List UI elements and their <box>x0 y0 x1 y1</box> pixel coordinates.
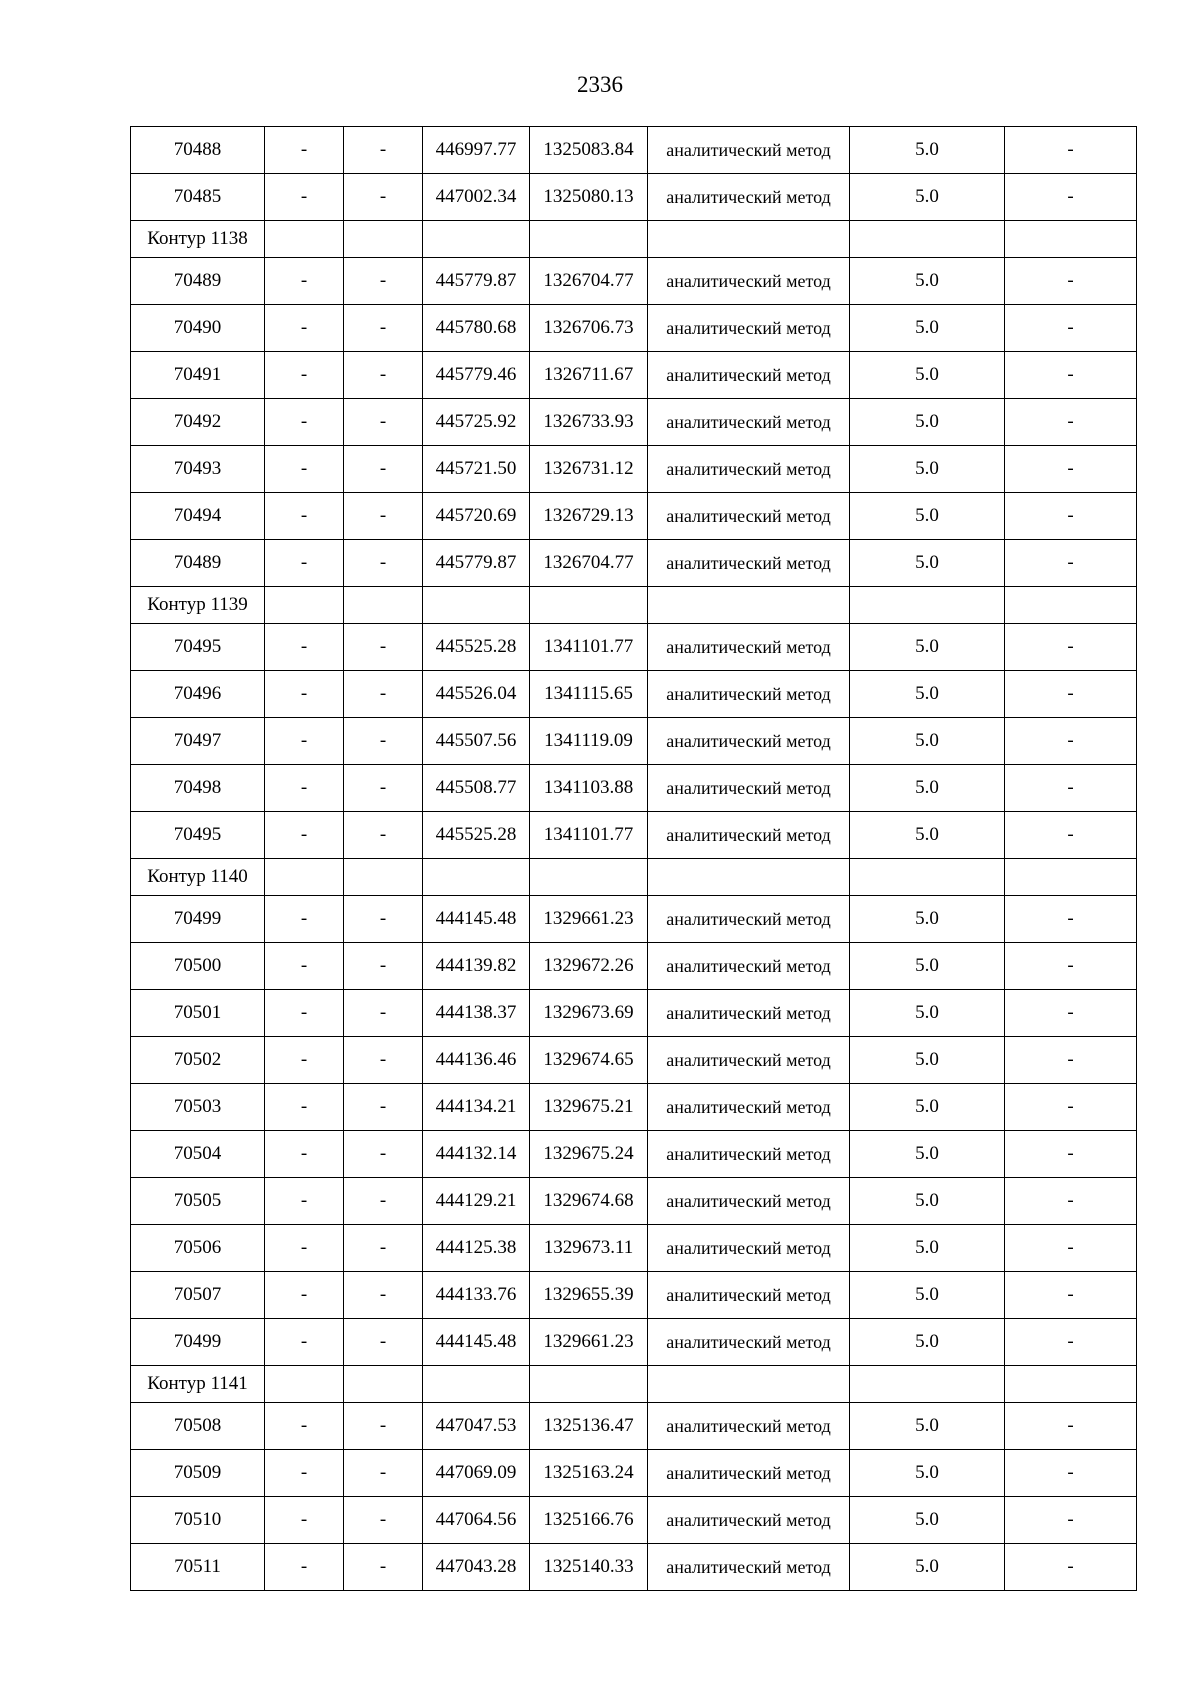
note-cell: - <box>1005 540 1137 587</box>
point-id-cell: 70493 <box>131 446 265 493</box>
point-id-cell: 70490 <box>131 305 265 352</box>
note-cell: - <box>1005 305 1137 352</box>
y-coordinate-cell: 1325080.13 <box>530 174 648 221</box>
table-row <box>131 1272 1137 1319</box>
accuracy-cell: 5.0 <box>850 493 1005 540</box>
dash-cell: - <box>265 671 344 718</box>
y-coordinate-cell: 1341103.88 <box>530 765 648 812</box>
accuracy-cell: 5.0 <box>850 671 1005 718</box>
empty-cell <box>423 587 530 624</box>
dash-cell: - <box>344 174 423 221</box>
y-coordinate-cell: 1326704.77 <box>530 258 648 305</box>
point-id-cell: 70485 <box>131 174 265 221</box>
dash-cell: - <box>344 258 423 305</box>
point-id-cell: 70497 <box>131 718 265 765</box>
accuracy-cell: 5.0 <box>850 1319 1005 1366</box>
accuracy-cell: 5.0 <box>850 896 1005 943</box>
table-row <box>131 1225 1137 1272</box>
dash-cell: - <box>344 1178 423 1225</box>
x-coordinate-cell: 444145.48 <box>423 896 530 943</box>
method-cell: аналитический метод <box>648 1131 850 1178</box>
dash-cell: - <box>265 765 344 812</box>
note-cell: - <box>1005 174 1137 221</box>
table-row <box>131 765 1137 812</box>
accuracy-cell: 5.0 <box>850 174 1005 221</box>
dash-cell: - <box>344 718 423 765</box>
note-cell: - <box>1005 446 1137 493</box>
table-row <box>131 1403 1137 1450</box>
empty-cell <box>530 221 648 258</box>
method-cell: аналитический метод <box>648 1178 850 1225</box>
table-row <box>131 1037 1137 1084</box>
method-cell: аналитический метод <box>648 765 850 812</box>
x-coordinate-cell: 444134.21 <box>423 1084 530 1131</box>
point-id-cell: 70496 <box>131 671 265 718</box>
x-coordinate-cell: 445779.87 <box>423 540 530 587</box>
accuracy-cell: 5.0 <box>850 765 1005 812</box>
method-cell: аналитический метод <box>648 896 850 943</box>
empty-cell <box>265 587 344 624</box>
method-cell: аналитический метод <box>648 1037 850 1084</box>
table-row <box>131 305 1137 352</box>
method-cell: аналитический метод <box>648 352 850 399</box>
x-coordinate-cell: 445725.92 <box>423 399 530 446</box>
y-coordinate-cell: 1326729.13 <box>530 493 648 540</box>
empty-cell <box>423 1366 530 1403</box>
accuracy-cell: 5.0 <box>850 446 1005 493</box>
accuracy-cell: 5.0 <box>850 943 1005 990</box>
point-id-cell: 70489 <box>131 540 265 587</box>
accuracy-cell: 5.0 <box>850 1403 1005 1450</box>
y-coordinate-cell: 1329675.21 <box>530 1084 648 1131</box>
point-id-cell: 70508 <box>131 1403 265 1450</box>
dash-cell: - <box>265 540 344 587</box>
note-cell: - <box>1005 1225 1137 1272</box>
point-id-cell: 70507 <box>131 1272 265 1319</box>
note-cell: - <box>1005 671 1137 718</box>
dash-cell: - <box>344 1225 423 1272</box>
y-coordinate-cell: 1326731.12 <box>530 446 648 493</box>
accuracy-cell: 5.0 <box>850 1272 1005 1319</box>
empty-cell <box>344 1366 423 1403</box>
dash-cell: - <box>265 624 344 671</box>
empty-cell <box>344 587 423 624</box>
method-cell: аналитический метод <box>648 493 850 540</box>
note-cell: - <box>1005 258 1137 305</box>
empty-cell <box>648 221 850 258</box>
dash-cell: - <box>344 352 423 399</box>
dash-cell: - <box>265 1272 344 1319</box>
y-coordinate-cell: 1325163.24 <box>530 1450 648 1497</box>
x-coordinate-cell: 445779.46 <box>423 352 530 399</box>
note-cell: - <box>1005 765 1137 812</box>
note-cell: - <box>1005 943 1137 990</box>
dash-cell: - <box>344 943 423 990</box>
point-id-cell: 70502 <box>131 1037 265 1084</box>
empty-cell <box>850 1366 1005 1403</box>
table-row <box>131 1131 1137 1178</box>
x-coordinate-cell: 445779.87 <box>423 258 530 305</box>
dash-cell: - <box>344 1037 423 1084</box>
x-coordinate-cell: 447064.56 <box>423 1497 530 1544</box>
method-cell: аналитический метод <box>648 540 850 587</box>
x-coordinate-cell: 447043.28 <box>423 1544 530 1591</box>
empty-cell <box>344 859 423 896</box>
y-coordinate-cell: 1341101.77 <box>530 812 648 859</box>
accuracy-cell: 5.0 <box>850 718 1005 765</box>
accuracy-cell: 5.0 <box>850 812 1005 859</box>
dash-cell: - <box>265 174 344 221</box>
x-coordinate-cell: 445526.04 <box>423 671 530 718</box>
dash-cell: - <box>344 624 423 671</box>
empty-cell <box>344 221 423 258</box>
x-coordinate-cell: 444145.48 <box>423 1319 530 1366</box>
table-row <box>131 174 1137 221</box>
accuracy-cell: 5.0 <box>850 1178 1005 1225</box>
dash-cell: - <box>265 896 344 943</box>
y-coordinate-cell: 1326706.73 <box>530 305 648 352</box>
method-cell: аналитический метод <box>648 1450 850 1497</box>
table-row <box>131 399 1137 446</box>
method-cell: аналитический метод <box>648 990 850 1037</box>
dash-cell: - <box>344 493 423 540</box>
dash-cell: - <box>265 305 344 352</box>
method-cell: аналитический метод <box>648 399 850 446</box>
table-row <box>131 1497 1137 1544</box>
contour-label: Контур 1141 <box>131 1366 265 1403</box>
empty-cell <box>423 859 530 896</box>
empty-cell <box>1005 587 1137 624</box>
y-coordinate-cell: 1329655.39 <box>530 1272 648 1319</box>
dash-cell: - <box>265 1403 344 1450</box>
y-coordinate-cell: 1326704.77 <box>530 540 648 587</box>
point-id-cell: 70500 <box>131 943 265 990</box>
dash-cell: - <box>265 718 344 765</box>
contour-row <box>131 221 1137 258</box>
accuracy-cell: 5.0 <box>850 1544 1005 1591</box>
dash-cell: - <box>265 493 344 540</box>
y-coordinate-cell: 1326711.67 <box>530 352 648 399</box>
empty-cell <box>265 221 344 258</box>
point-id-cell: 70499 <box>131 1319 265 1366</box>
dash-cell: - <box>265 1037 344 1084</box>
dash-cell: - <box>344 990 423 1037</box>
dash-cell: - <box>265 399 344 446</box>
table-row <box>131 540 1137 587</box>
point-id-cell: 70499 <box>131 896 265 943</box>
method-cell: аналитический метод <box>648 1497 850 1544</box>
y-coordinate-cell: 1341115.65 <box>530 671 648 718</box>
empty-cell <box>530 1366 648 1403</box>
x-coordinate-cell: 445508.77 <box>423 765 530 812</box>
point-id-cell: 70510 <box>131 1497 265 1544</box>
method-cell: аналитический метод <box>648 1272 850 1319</box>
contour-label: Контур 1138 <box>131 221 265 258</box>
contour-label: Контур 1140 <box>131 859 265 896</box>
empty-cell <box>850 859 1005 896</box>
point-id-cell: 70495 <box>131 812 265 859</box>
point-id-cell: 70498 <box>131 765 265 812</box>
y-coordinate-cell: 1329674.68 <box>530 1178 648 1225</box>
method-cell: аналитический метод <box>648 1544 850 1591</box>
empty-cell <box>265 859 344 896</box>
empty-cell <box>648 587 850 624</box>
point-id-cell: 70492 <box>131 399 265 446</box>
table-row <box>131 446 1137 493</box>
coordinates-table-body <box>131 127 1137 1591</box>
accuracy-cell: 5.0 <box>850 1450 1005 1497</box>
dash-cell: - <box>344 1084 423 1131</box>
dash-cell: - <box>344 1403 423 1450</box>
point-id-cell: 70504 <box>131 1131 265 1178</box>
note-cell: - <box>1005 718 1137 765</box>
note-cell: - <box>1005 1178 1137 1225</box>
y-coordinate-cell: 1329672.26 <box>530 943 648 990</box>
y-coordinate-cell: 1329661.23 <box>530 896 648 943</box>
dash-cell: - <box>265 1178 344 1225</box>
x-coordinate-cell: 444138.37 <box>423 990 530 1037</box>
table-row <box>131 1544 1137 1591</box>
dash-cell: - <box>344 446 423 493</box>
accuracy-cell: 5.0 <box>850 399 1005 446</box>
accuracy-cell: 5.0 <box>850 1225 1005 1272</box>
method-cell: аналитический метод <box>648 1403 850 1450</box>
empty-cell <box>1005 1366 1137 1403</box>
dash-cell: - <box>344 671 423 718</box>
x-coordinate-cell: 445720.69 <box>423 493 530 540</box>
dash-cell: - <box>344 1450 423 1497</box>
x-coordinate-cell: 445525.28 <box>423 812 530 859</box>
note-cell: - <box>1005 1084 1137 1131</box>
accuracy-cell: 5.0 <box>850 127 1005 174</box>
dash-cell: - <box>344 812 423 859</box>
note-cell: - <box>1005 1450 1137 1497</box>
x-coordinate-cell: 444136.46 <box>423 1037 530 1084</box>
dash-cell: - <box>265 990 344 1037</box>
point-id-cell: 70511 <box>131 1544 265 1591</box>
point-id-cell: 70495 <box>131 624 265 671</box>
method-cell: аналитический метод <box>648 174 850 221</box>
y-coordinate-cell: 1329673.69 <box>530 990 648 1037</box>
point-id-cell: 70488 <box>131 127 265 174</box>
x-coordinate-cell: 444129.21 <box>423 1178 530 1225</box>
accuracy-cell: 5.0 <box>850 1084 1005 1131</box>
accuracy-cell: 5.0 <box>850 1497 1005 1544</box>
method-cell: аналитический метод <box>648 127 850 174</box>
y-coordinate-cell: 1326733.93 <box>530 399 648 446</box>
y-coordinate-cell: 1325166.76 <box>530 1497 648 1544</box>
contour-label: Контур 1139 <box>131 587 265 624</box>
point-id-cell: 70505 <box>131 1178 265 1225</box>
contour-row <box>131 587 1137 624</box>
empty-cell <box>423 221 530 258</box>
x-coordinate-cell: 444139.82 <box>423 943 530 990</box>
empty-cell <box>530 859 648 896</box>
method-cell: аналитический метод <box>648 1225 850 1272</box>
y-coordinate-cell: 1325083.84 <box>530 127 648 174</box>
table-row <box>131 493 1137 540</box>
dash-cell: - <box>344 127 423 174</box>
accuracy-cell: 5.0 <box>850 258 1005 305</box>
note-cell: - <box>1005 1037 1137 1084</box>
x-coordinate-cell: 447002.34 <box>423 174 530 221</box>
accuracy-cell: 5.0 <box>850 540 1005 587</box>
accuracy-cell: 5.0 <box>850 624 1005 671</box>
note-cell: - <box>1005 1403 1137 1450</box>
point-id-cell: 70491 <box>131 352 265 399</box>
dash-cell: - <box>344 1131 423 1178</box>
method-cell: аналитический метод <box>648 812 850 859</box>
x-coordinate-cell: 445525.28 <box>423 624 530 671</box>
empty-cell <box>1005 221 1137 258</box>
dash-cell: - <box>344 1272 423 1319</box>
note-cell: - <box>1005 624 1137 671</box>
note-cell: - <box>1005 493 1137 540</box>
method-cell: аналитический метод <box>648 446 850 493</box>
table-row <box>131 812 1137 859</box>
x-coordinate-cell: 445721.50 <box>423 446 530 493</box>
dash-cell: - <box>344 399 423 446</box>
contour-row <box>131 1366 1137 1403</box>
y-coordinate-cell: 1329674.65 <box>530 1037 648 1084</box>
point-id-cell: 70509 <box>131 1450 265 1497</box>
dash-cell: - <box>265 1225 344 1272</box>
page-number: 2336 <box>577 72 623 97</box>
note-cell: - <box>1005 1544 1137 1591</box>
point-id-cell: 70501 <box>131 990 265 1037</box>
y-coordinate-cell: 1341101.77 <box>530 624 648 671</box>
note-cell: - <box>1005 399 1137 446</box>
table-row <box>131 624 1137 671</box>
note-cell: - <box>1005 1272 1137 1319</box>
dash-cell: - <box>265 1544 344 1591</box>
empty-cell <box>648 1366 850 1403</box>
table-row <box>131 718 1137 765</box>
method-cell: аналитический метод <box>648 943 850 990</box>
note-cell: - <box>1005 1497 1137 1544</box>
method-cell: аналитический метод <box>648 671 850 718</box>
dash-cell: - <box>265 1497 344 1544</box>
dash-cell: - <box>344 540 423 587</box>
accuracy-cell: 5.0 <box>850 1131 1005 1178</box>
method-cell: аналитический метод <box>648 624 850 671</box>
accuracy-cell: 5.0 <box>850 305 1005 352</box>
empty-cell <box>1005 859 1137 896</box>
method-cell: аналитический метод <box>648 1319 850 1366</box>
note-cell: - <box>1005 352 1137 399</box>
x-coordinate-cell: 444133.76 <box>423 1272 530 1319</box>
dash-cell: - <box>265 1084 344 1131</box>
dash-cell: - <box>265 446 344 493</box>
empty-cell <box>648 859 850 896</box>
dash-cell: - <box>344 305 423 352</box>
method-cell: аналитический метод <box>648 1084 850 1131</box>
y-coordinate-cell: 1325136.47 <box>530 1403 648 1450</box>
dash-cell: - <box>265 127 344 174</box>
dash-cell: - <box>265 1319 344 1366</box>
table-row <box>131 352 1137 399</box>
note-cell: - <box>1005 812 1137 859</box>
y-coordinate-cell: 1329675.24 <box>530 1131 648 1178</box>
empty-cell <box>265 1366 344 1403</box>
table-row <box>131 1178 1137 1225</box>
point-id-cell: 70494 <box>131 493 265 540</box>
table-row <box>131 1450 1137 1497</box>
x-coordinate-cell: 444125.38 <box>423 1225 530 1272</box>
accuracy-cell: 5.0 <box>850 352 1005 399</box>
empty-cell <box>850 587 1005 624</box>
x-coordinate-cell: 445780.68 <box>423 305 530 352</box>
dash-cell: - <box>344 765 423 812</box>
dash-cell: - <box>344 1544 423 1591</box>
y-coordinate-cell: 1329661.23 <box>530 1319 648 1366</box>
table-row <box>131 671 1137 718</box>
table-row <box>131 990 1137 1037</box>
table-row <box>131 127 1137 174</box>
note-cell: - <box>1005 896 1137 943</box>
note-cell: - <box>1005 990 1137 1037</box>
table-row <box>131 896 1137 943</box>
method-cell: аналитический метод <box>648 305 850 352</box>
point-id-cell: 70489 <box>131 258 265 305</box>
dash-cell: - <box>265 1131 344 1178</box>
dash-cell: - <box>344 1497 423 1544</box>
point-id-cell: 70506 <box>131 1225 265 1272</box>
coordinates-table <box>130 126 1137 1591</box>
dash-cell: - <box>265 1450 344 1497</box>
point-id-cell: 70503 <box>131 1084 265 1131</box>
table-row <box>131 258 1137 305</box>
y-coordinate-cell: 1341119.09 <box>530 718 648 765</box>
dash-cell: - <box>344 896 423 943</box>
note-cell: - <box>1005 1131 1137 1178</box>
dash-cell: - <box>344 1319 423 1366</box>
note-cell: - <box>1005 127 1137 174</box>
x-coordinate-cell: 447069.09 <box>423 1450 530 1497</box>
dash-cell: - <box>265 258 344 305</box>
y-coordinate-cell: 1329673.11 <box>530 1225 648 1272</box>
x-coordinate-cell: 447047.53 <box>423 1403 530 1450</box>
dash-cell: - <box>265 943 344 990</box>
x-coordinate-cell: 446997.77 <box>423 127 530 174</box>
table-row <box>131 1084 1137 1131</box>
table-row <box>131 943 1137 990</box>
accuracy-cell: 5.0 <box>850 990 1005 1037</box>
empty-cell <box>530 587 648 624</box>
x-coordinate-cell: 445507.56 <box>423 718 530 765</box>
dash-cell: - <box>265 812 344 859</box>
x-coordinate-cell: 444132.14 <box>423 1131 530 1178</box>
accuracy-cell: 5.0 <box>850 1037 1005 1084</box>
empty-cell <box>850 221 1005 258</box>
y-coordinate-cell: 1325140.33 <box>530 1544 648 1591</box>
dash-cell: - <box>265 352 344 399</box>
method-cell: аналитический метод <box>648 258 850 305</box>
contour-row <box>131 859 1137 896</box>
method-cell: аналитический метод <box>648 718 850 765</box>
table-row <box>131 1319 1137 1366</box>
note-cell: - <box>1005 1319 1137 1366</box>
